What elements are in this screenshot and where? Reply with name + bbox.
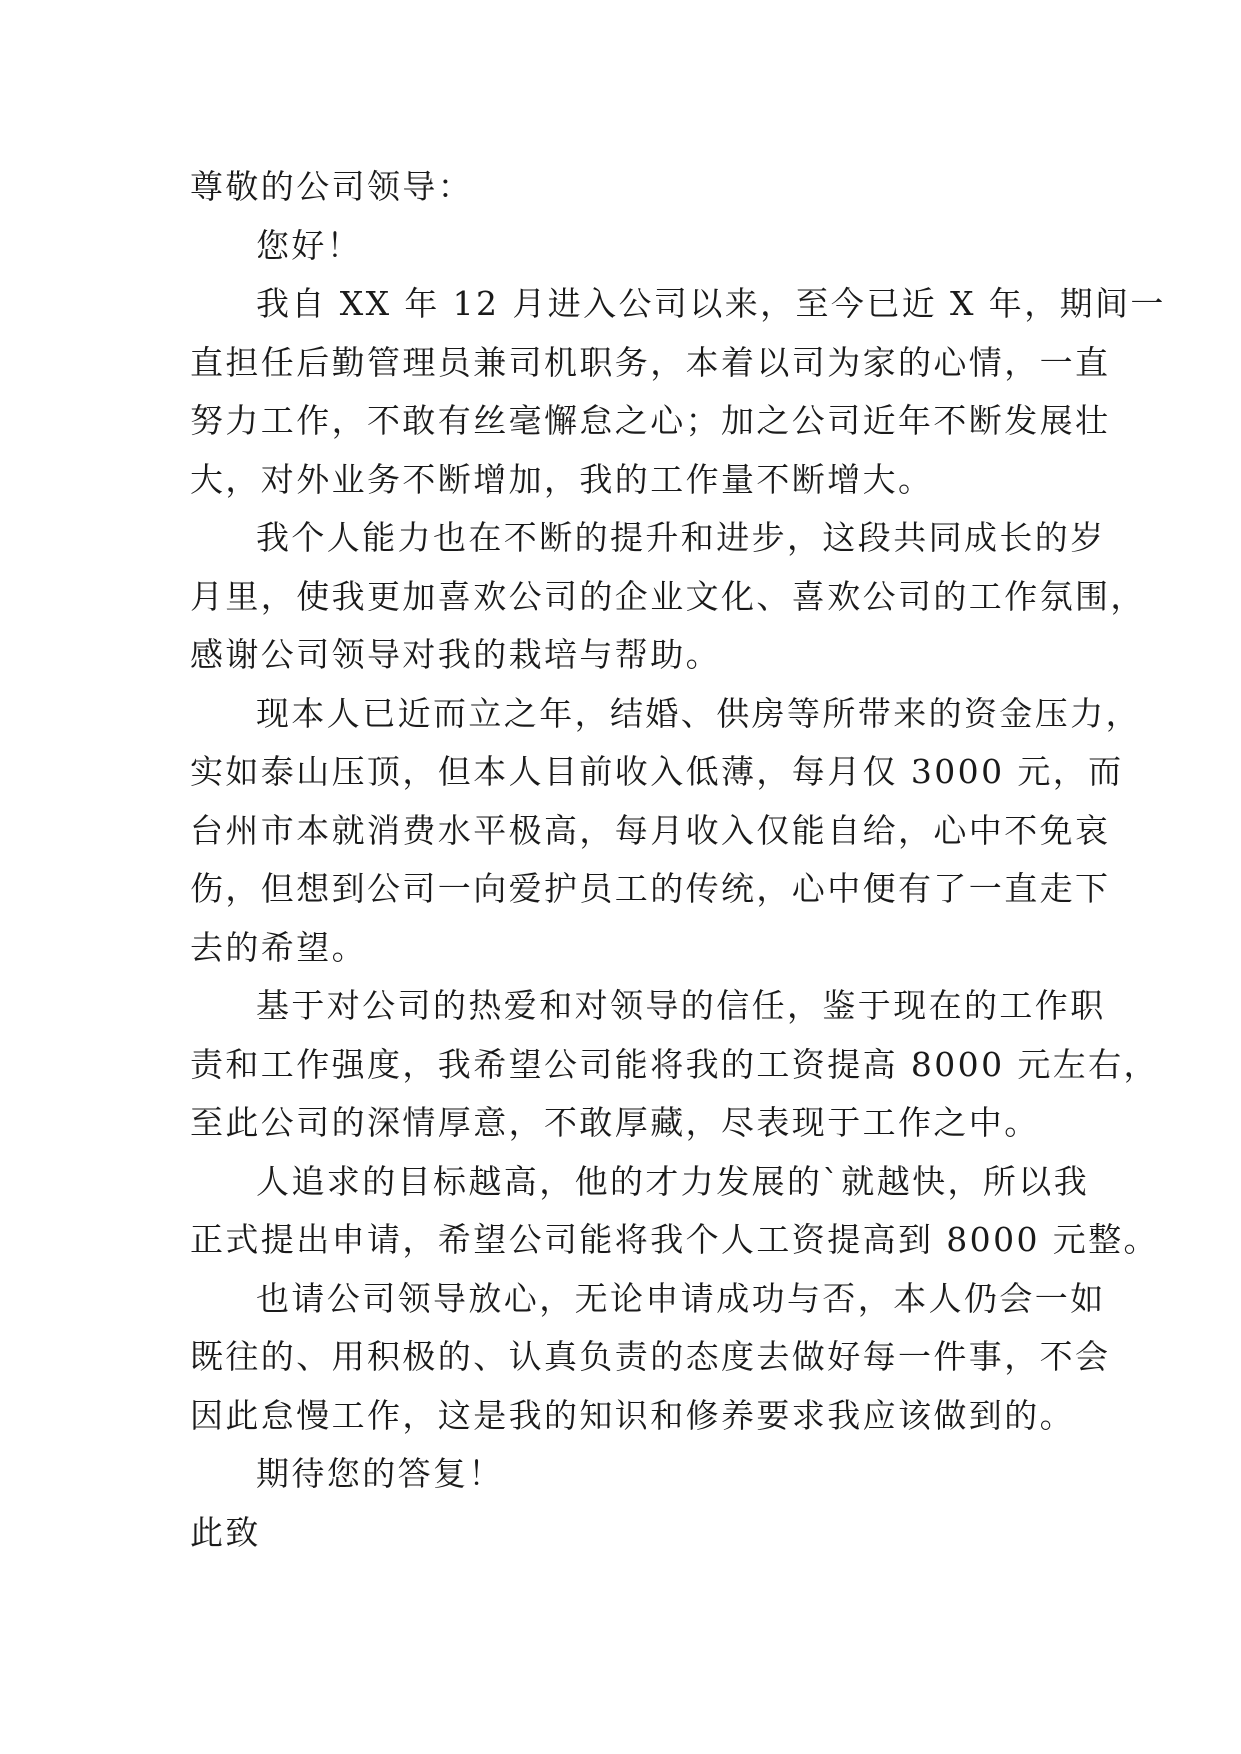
- paragraph-line: 正式提出申请，希望公司能将我个人工资提高到 8000 元整。: [190, 1220, 1159, 1259]
- paragraph-6: [190, 1270, 1111, 1446]
- paragraph-line: 人追求的目标越高，他的才力发展的`就越快，所以我: [256, 1161, 1090, 1201]
- paragraph-line: 我自 XX 年 12 月进入公司以来，至今已近 X 年，期间一: [256, 284, 1166, 323]
- paragraph-line: 月里，使我更加喜欢公司的企业文化、喜欢公司的工作氛围，: [190, 576, 1146, 616]
- paragraph-1: [190, 275, 1166, 509]
- paragraph-4: [190, 977, 1159, 1153]
- paragraph-line: 既往的、用积极的、认真负责的态度去做好每一件事，不会: [190, 1337, 1111, 1376]
- paragraph-line: 责和工作强度，我希望公司能将我的工资提高 8000 元左右，: [190, 1044, 1159, 1084]
- paragraph-5: [190, 1153, 1159, 1270]
- paragraph-line: 去的希望。: [190, 927, 367, 967]
- paragraph-line: 伤，但想到公司一向爱护员工的传统，心中便有了一直走下: [190, 869, 1111, 908]
- closing: 此致: [190, 1512, 261, 1552]
- closing-request: 期待您的答复！: [256, 1454, 504, 1493]
- paragraph-line: 现本人已近而立之年，结婚、供房等所带来的资金压力，: [256, 693, 1141, 733]
- paragraph-line: 我个人能力也在不断的提升和进步，这段共同成长的岁: [256, 518, 1106, 557]
- letter-body: [190, 158, 1166, 1562]
- paragraph-2: [190, 509, 1146, 685]
- paragraph-3: [190, 685, 1141, 978]
- paragraph-line: 大，对外业务不断增加，我的工作量不断增大。: [190, 459, 934, 499]
- paragraph-line: 基于对公司的热爱和对领导的信任，鉴于现在的工作职: [256, 986, 1106, 1025]
- salutation: 尊敬的公司领导：: [190, 167, 474, 206]
- greeting: 您好！: [256, 225, 363, 265]
- paragraph-line: 努力工作，不敢有丝毫懈怠之心；加之公司近年不断发展壮: [190, 401, 1111, 440]
- paragraph-line: 台州市本就消费水平极高，每月收入仅能自给，心中不免哀: [190, 810, 1111, 850]
- paragraph-line: 至此公司的深情厚意，不敢厚藏，尽表现于工作之中。: [190, 1103, 1040, 1142]
- paragraph-line: 直担任后勤管理员兼司机职务，本着以司为家的心情，一直: [190, 342, 1111, 382]
- paragraph-line: 感谢公司领导对我的栽培与帮助。: [190, 635, 721, 674]
- paragraph-line: 实如泰山压顶，但本人目前收入低薄，每月仅 3000 元，而: [190, 752, 1124, 791]
- paragraph-line: 因此怠慢工作，这是我的知识和修养要求我应该做到的。: [190, 1395, 1075, 1435]
- paragraph-line: 也请公司领导放心，无论申请成功与否，本人仍会一如: [256, 1278, 1106, 1318]
